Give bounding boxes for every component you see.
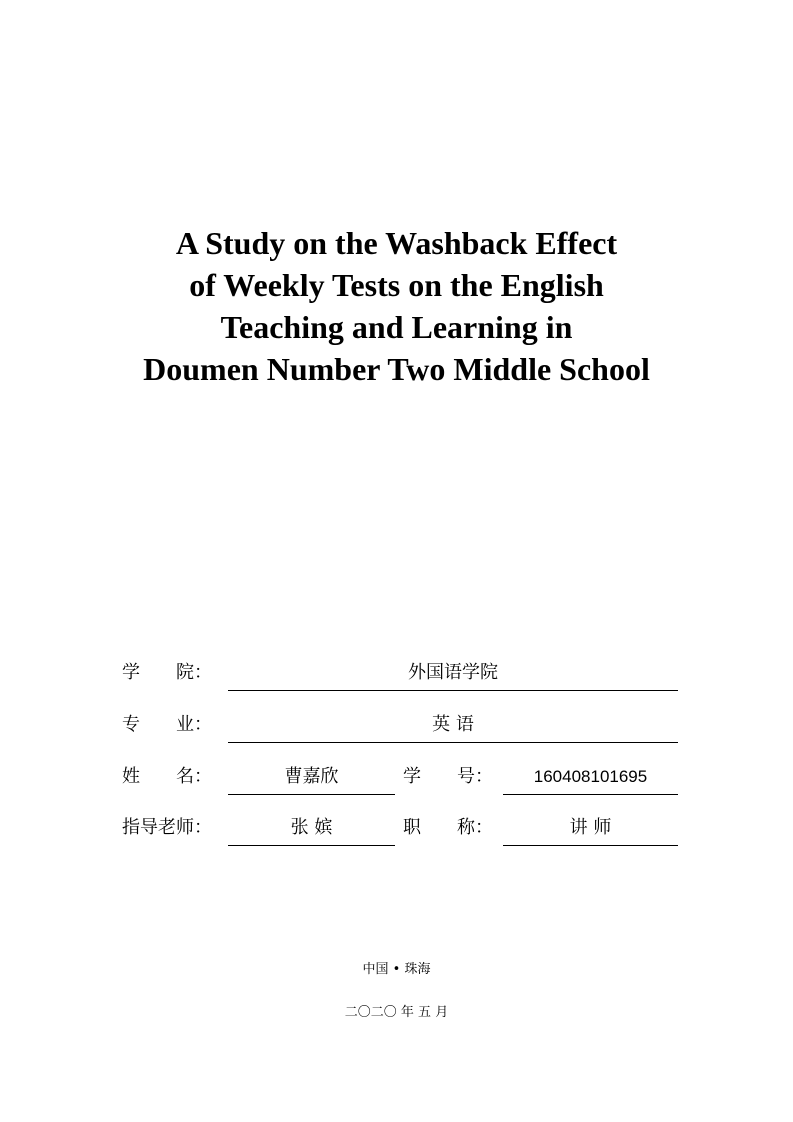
title-line-4: Doumen Number Two Middle School	[143, 351, 650, 387]
name-label: 姓 名：	[122, 766, 212, 787]
name-id-row	[122, 764, 682, 794]
advisor-title-value: 讲 师	[503, 815, 678, 846]
college-label: 学 院：	[122, 662, 212, 683]
college-value: 外国语学院	[228, 660, 678, 691]
major-label: 专 业：	[122, 714, 212, 735]
title-line-3: Teaching and Learning in	[220, 309, 573, 345]
major-value: 英 语	[228, 712, 678, 743]
title-line-2: of Weekly Tests on the English	[189, 267, 604, 303]
student-id-label: 学 号：	[403, 766, 493, 787]
major-row	[122, 712, 682, 742]
advisor-row	[122, 815, 682, 845]
advisor-title-label: 职 称：	[403, 817, 493, 838]
place-line: 中国 • 珠海	[362, 962, 431, 977]
college-row	[122, 660, 682, 690]
advisor-value: 张 嫔	[228, 815, 395, 846]
title-line-1: A Study on the Washback Effect	[175, 225, 618, 261]
student-id-value: 160408101695	[503, 764, 678, 795]
thesis-title	[0, 222, 793, 390]
name-value: 曹嘉欣	[228, 764, 395, 795]
advisor-label: 指导老师：	[122, 817, 212, 838]
date-line: 二〇二〇 年 五 月	[344, 1005, 449, 1020]
